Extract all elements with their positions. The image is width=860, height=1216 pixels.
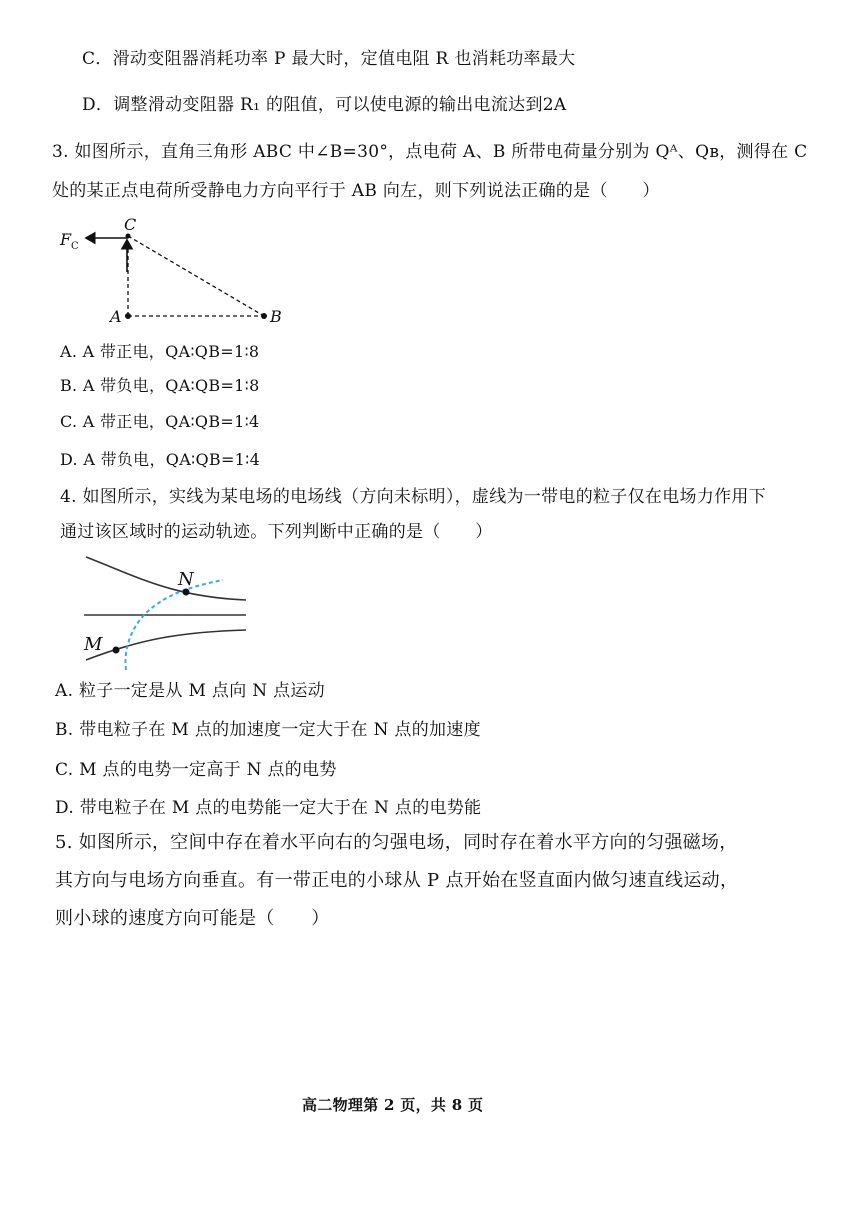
field-line-top — [86, 557, 246, 600]
q3-option-c: C. A 带正电，QA∶QB=1∶4 — [60, 412, 260, 431]
q2-option-d: D．调整滑动变阻器 R₁ 的阻值，可以使电源的输出电流达到2A — [82, 95, 567, 115]
field-line-bottom — [86, 630, 246, 660]
q4-field-figure — [78, 552, 258, 672]
q3-stem-line1: 3. 如图所示，直角三角形 ABC 中∠B=30°，点电荷 A、B 所带电荷量分别为 Qᴬ、Qʙ，测得在 C — [52, 142, 808, 162]
q4-option-a: A. 粒子一定是从 M 点向 N 点运动 — [55, 681, 325, 701]
label-n: N — [178, 569, 194, 590]
label-m: M — [84, 634, 103, 655]
point-b — [261, 313, 267, 319]
point-m — [113, 647, 120, 654]
q3-triangle-figure — [50, 212, 310, 332]
point-c — [126, 234, 131, 239]
label-f-sub: C — [71, 241, 79, 252]
label-c: C — [124, 215, 137, 234]
q4-option-b: B. 带电粒子在 M 点的加速度一定大于在 N 点的加速度 — [55, 720, 481, 740]
label-a: A — [110, 307, 122, 326]
point-a — [125, 313, 131, 319]
q4-option-c: C. M 点的电势一定高于 N 点的电势 — [55, 760, 337, 780]
q4-option-d: D. 带电粒子在 M 点的电势能一定大于在 N 点的电势能 — [55, 798, 482, 818]
label-b: B — [270, 307, 282, 326]
q5-line1: 5. 如图所示，空间中存在着水平向右的匀强电场，同时存在着水平方向的匀强磁场， — [55, 832, 738, 853]
q3-option-b: B. A 带负电，QA∶QB=1∶8 — [60, 376, 260, 395]
q3-option-a: A. A 带正电，QA∶QB=1∶8 — [60, 342, 260, 361]
particle-trajectory — [125, 580, 223, 670]
page-footer: 高二物理第 2 页，共 8 页 — [302, 1096, 484, 1114]
side-bc — [128, 236, 264, 316]
q5-line3: 则小球的速度方向可能是（ ） — [55, 908, 330, 929]
q4-stem-line1: 4. 如图所示，实线为某电场的电场线（方向未标明），虚线为一带电的粒子仅在电场力作用下 — [60, 487, 767, 507]
q4-stem-line2: 通过该区域时的运动轨迹。下列判断中正确的是（ ） — [60, 522, 493, 542]
q2-option-c: C．滑动变阻器消耗功率 P 最大时，定值电阻 R 也消耗功率最大 — [82, 49, 576, 69]
q3-option-d: D. A 带负电，QA∶QB=1∶4 — [60, 450, 261, 469]
q3-stem-line2: 处的某正点电荷所受静电力方向平行于 AB 向左，则下列说法正确的是（ ） — [52, 181, 660, 201]
label-f: F — [60, 230, 72, 249]
q5-line2: 其方向与电场方向垂直。有一带正电的小球从 P 点开始在竖直面内做匀速直线运动， — [55, 870, 739, 891]
